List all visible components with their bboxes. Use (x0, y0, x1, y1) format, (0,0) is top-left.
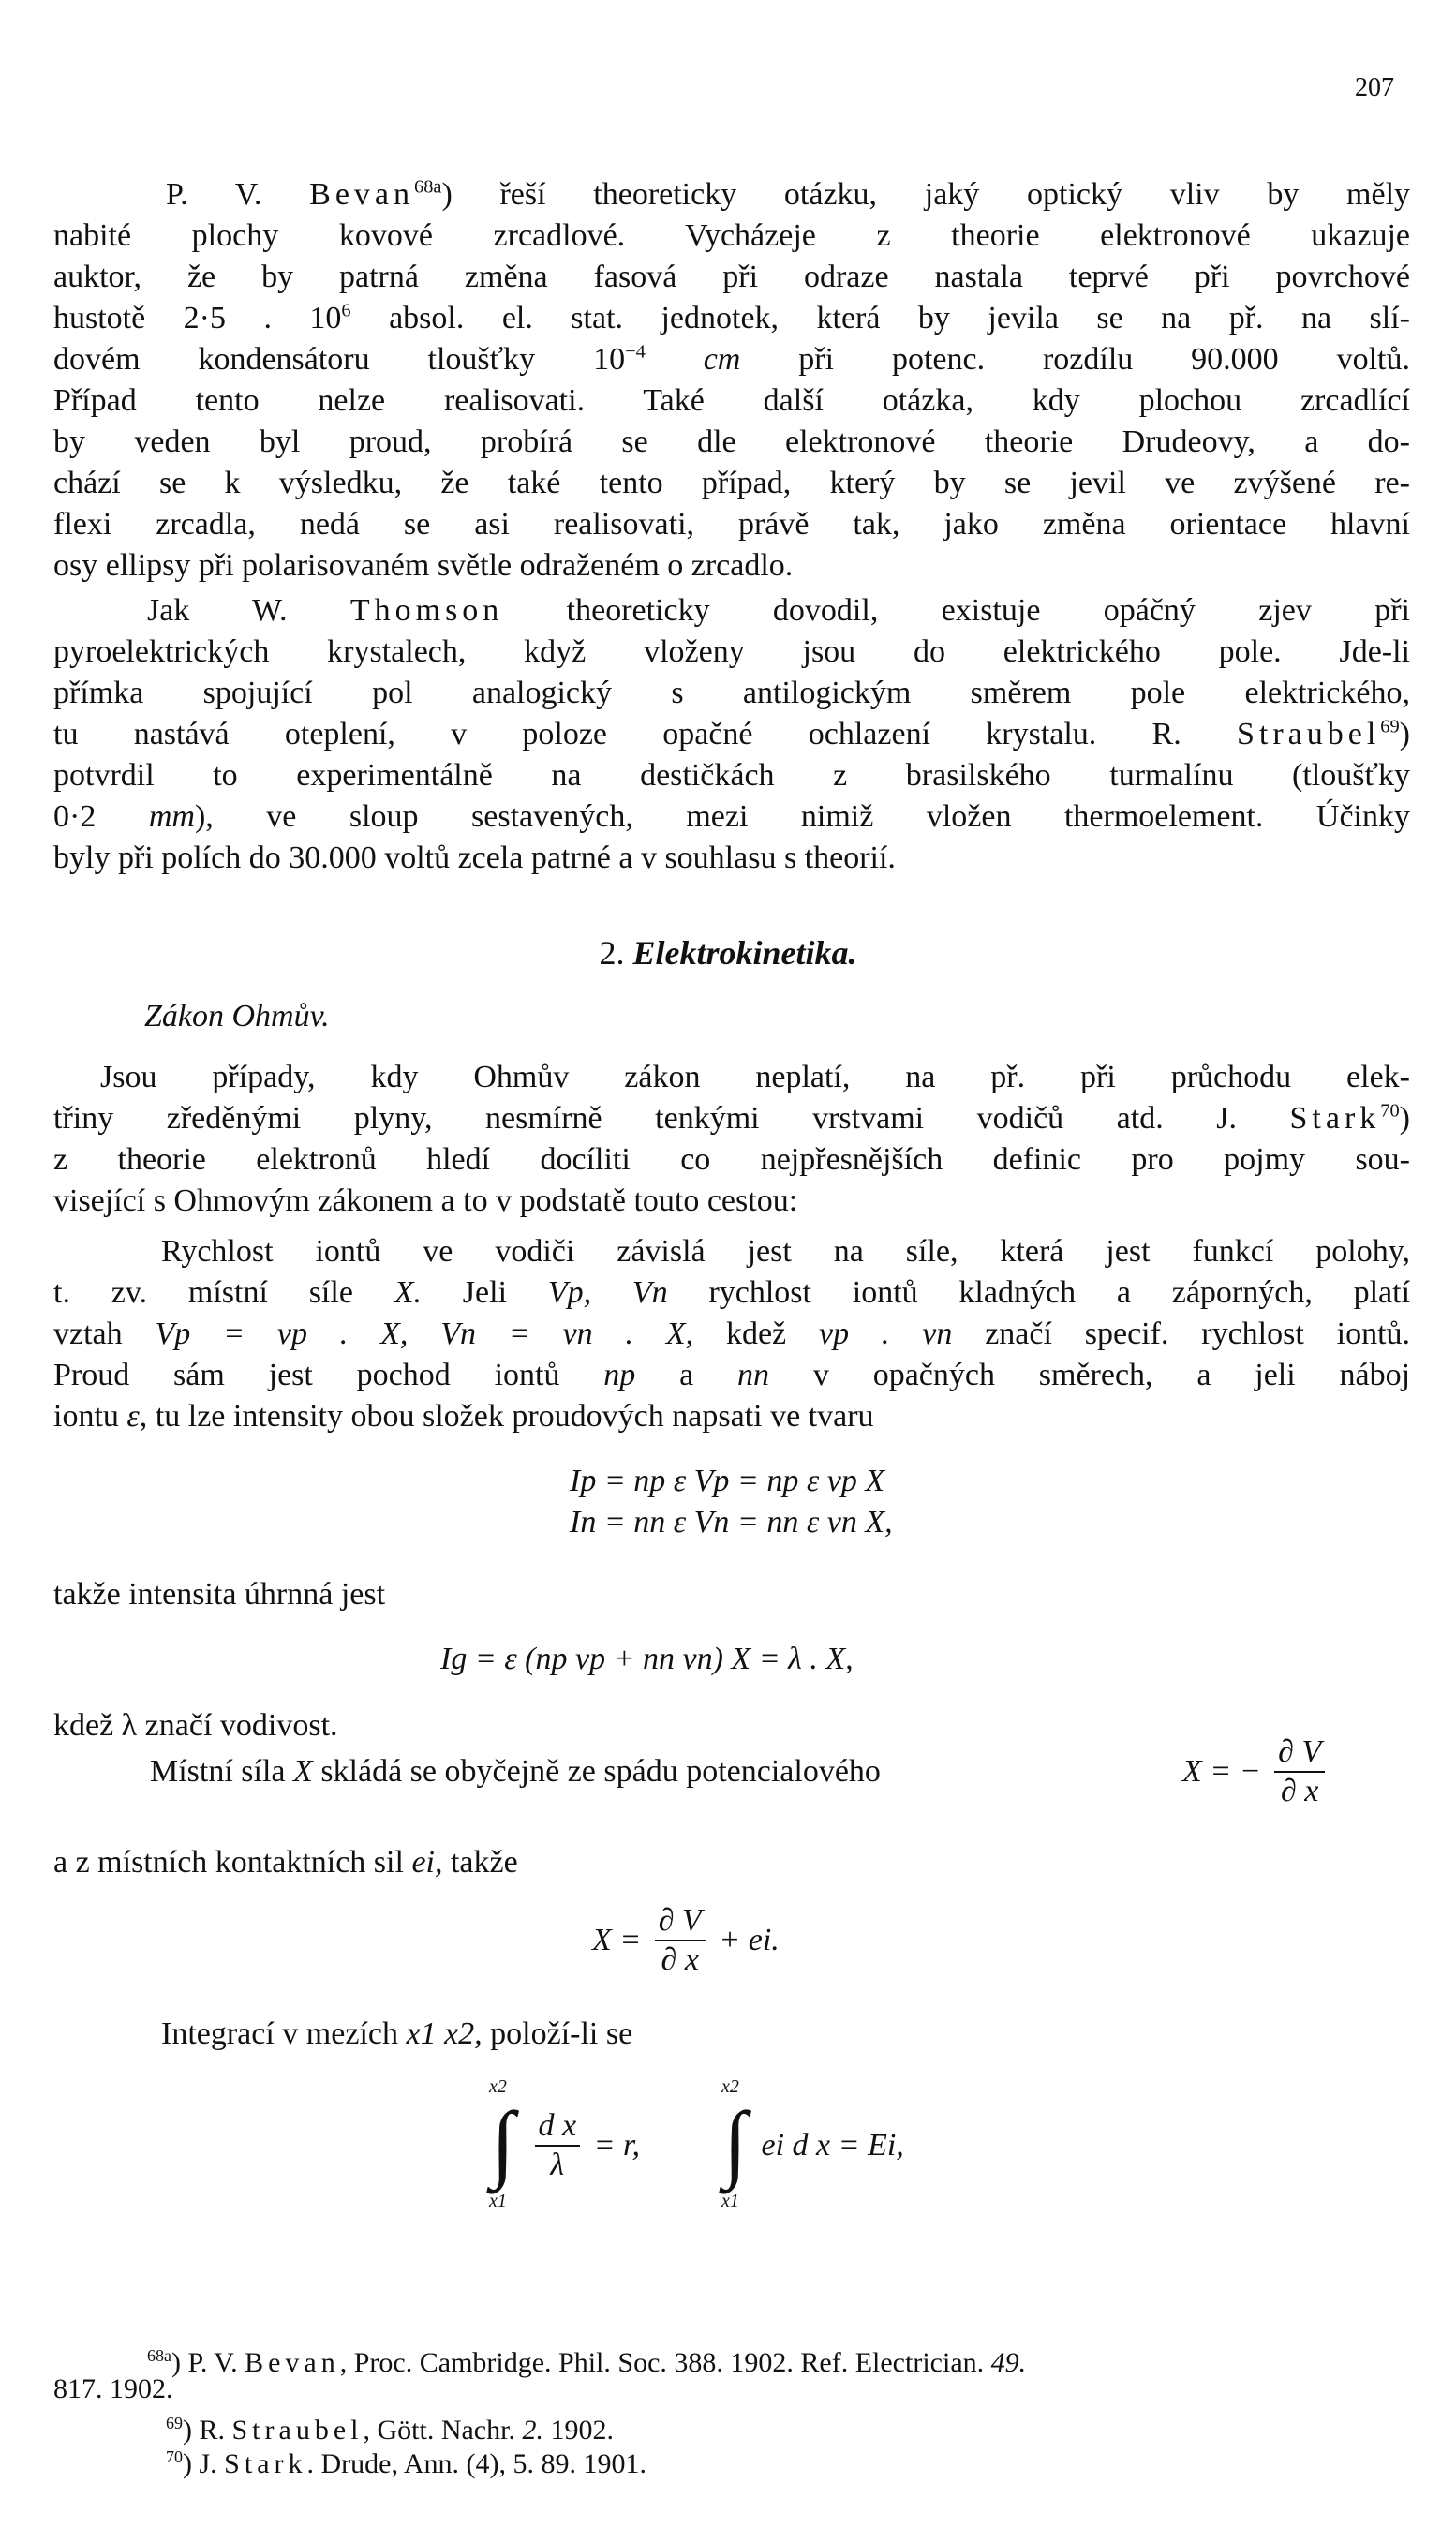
equation-current-negative: In = nn ε Vn = nn ε vn X, (570, 1505, 893, 1539)
p5-line: Místní síla X skládá se obyčejně ze spádu potencialového (150, 1754, 881, 1789)
footnote-68a-continued: 817. 1902. (53, 2373, 173, 2404)
p1-line-1: P. V. Bevan$^{68a}$) řeší theoreticky otázku, jaký optický vliv by měly (166, 176, 1411, 212)
p4-line-1: Rychlost iontů ve vodiči závislá jest na síle, která jest funkcí polohy, (161, 1234, 1410, 1269)
p4-line-4: Proud sám jest pochod iontů np a nn v opačných směrech, a jeli náboj (53, 1358, 1411, 1392)
p1-line-7: by veden byl proud, probírá se dle elektronové theorie Drudeovy, a do- (53, 424, 1410, 459)
p1-line-2: nabité plochy kovové zrcadlové. Vycházeje z theorie elektronové ukazuje (53, 218, 1410, 253)
section-subheading: Zákon Ohmův. (144, 999, 330, 1034)
integral-sign-1: ∫ x2 x1 (489, 2076, 515, 2211)
footnote-69: $^{69}$) R. Straubel, Gött. Nachr. 2. 1902. (166, 2414, 614, 2446)
footnote-70: $^{70}$) J. Stark. Drude, Ann. (4), 5. 89. 1901. (166, 2447, 646, 2479)
p4-line-2: t. zv. místní síle X. Jeli Vp, Vn rychlost iontů kladných a záporných, platí (53, 1275, 1411, 1310)
p2-line-2: pyroelektrických krystalech, když vloženy jsou do elektrického pole. Jde-li (53, 634, 1410, 669)
equation-local-force: X = $\frac{\partial V}{\partial x}$ + ei. (592, 1903, 780, 1977)
p4-line-5: iontu ε, tu lze intensity obou složek proudových napsati ve tvaru (53, 1399, 874, 1434)
p3-line-3: z theorie elektronů hledí docíliti co nejpřesnějších definic pro pojmy sou- (53, 1142, 1410, 1177)
p1-line-8: chází se k výsledku, že také tento případ, který by se jevil ve zvýšené re- (53, 466, 1410, 500)
p2-line-1: Jak W. Thomson theoreticky dovodil, existuje opáčný zjev při (147, 593, 1411, 628)
equation-integrals: ∫ x2 x1 $\frac{\text{d x}}{\lambda}$ = r, ∫ x2 x1 ei d x = Ei, (489, 2076, 904, 2211)
p3-line-2: třiny zředěnými plyny, nesmírně tenkými vrstvami vodičů atd. J. Stark$^{70}$) (53, 1100, 1410, 1136)
p2-line-6: 0·2 mm), ve sloup sestavených, mezi nimiž vložen thermoelement. Účinky (53, 799, 1410, 834)
page-number: 207 (1355, 73, 1394, 102)
text-kdez: kdež λ značí vodivost. (53, 1708, 338, 1743)
section-heading: 2. Elektrokinetika. (599, 934, 857, 972)
p4-line-3: vztah Vp = vp . X, Vn = vn . X, kdež vp . vn značí specif. rychlost iontů. (53, 1316, 1411, 1351)
p2-line-7: byly při polích do 30.000 voltů zcela patrné a v souhlasu s theorií. (53, 840, 896, 875)
footnote-68a: $^{68a}$) P. V. Bevan, Proc. Cambridge. Phil. Soc. 388. 1902. Ref. Electrician. 49. (147, 2346, 1027, 2378)
integral-sign-2: ∫ x2 x1 (721, 2076, 748, 2211)
p6-line: a z místních kontaktních sil ei, takže (53, 1845, 518, 1880)
text-takze: takže intensita úhrnná jest (53, 1577, 386, 1612)
equation-current-positive: Ip = np ε Vp = np ε vp X (570, 1464, 885, 1498)
equation-potential-gradient: X = − $\frac{\partial V}{\partial x}$ (1182, 1733, 1330, 1810)
p2-line-5: potvrdil to experimentálně na destičkách z brasilského turmalínu (tloušťky (53, 758, 1410, 793)
p7-line: Integrací v mezích x1 x2, položí-li se (161, 2016, 633, 2051)
p3-line-1: Jsou případy, kdy Ohmův zákon neplatí, na př. při průchodu elek- (100, 1060, 1410, 1094)
p1-line-5: dovém kondensátoru tloušťky $10^{-4}$ cm při potenc. rozdílu 90.000 voltů. (53, 341, 1410, 377)
p2-line-3: přímka spojující pol analogický s antilogickým směrem pole elektrického, (53, 676, 1410, 710)
p1-line-4: hustotě 2·5 . $10^6$ absol. el. stat. jednotek, která by jevila se na př. na slí- (53, 300, 1410, 335)
p1-line-3: auktor, že by patrná změna fasová při odraze nastala teprvé při povrchové (53, 260, 1410, 294)
p1-line-9: flexi zrcadla, nedá se asi realisovati, právě tak, jako změna orientace hlavní (53, 507, 1410, 542)
p1-line-6: Případ tento nelze realisovati. Také další otázka, kdy plochou zrcadlící (53, 383, 1410, 418)
equation-total-current: Ig = ε (np vp + nn vn) X = λ . X, (440, 1642, 854, 1676)
p1-line-10: osy ellipsy při polarisovaném světle odraženém o zrcadlo. (53, 548, 794, 583)
p2-line-4: tu nastává oteplení, v poloze opačné ochlazení krystalu. R. Straubel$^{69}$) (53, 716, 1410, 751)
p3-line-4: visející s Ohmovým zákonem a to v podstatě touto cestou: (53, 1183, 798, 1218)
